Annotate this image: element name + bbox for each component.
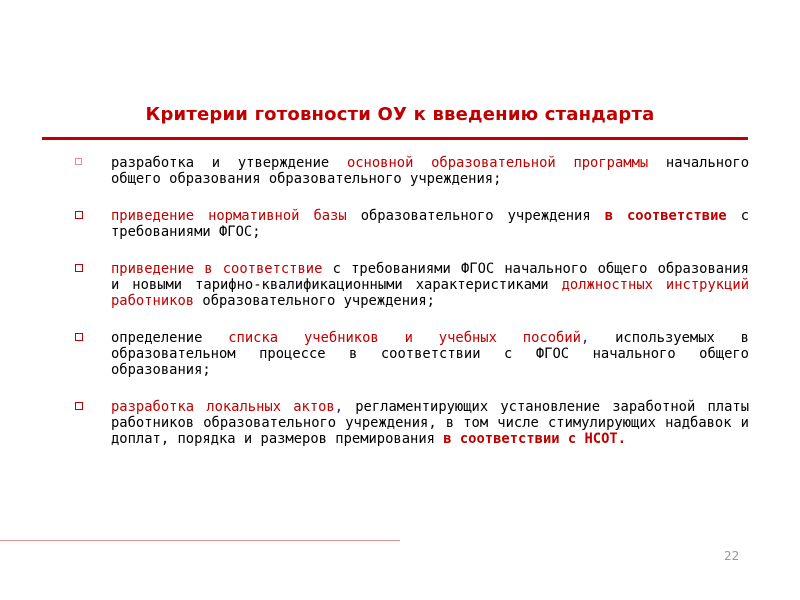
list-item: [75, 261, 749, 309]
item-highlight: основной образовательной программы: [346, 155, 649, 171]
item-highlight: должностных инструкций работников: [111, 277, 749, 309]
list-item: [75, 399, 749, 447]
list-item: [75, 155, 749, 187]
item-text: используемых в образовательном процессе в соответствии с ФГОС начального общего образования;: [111, 330, 749, 378]
item-text: регламентирующих установление заработной платы работников образовательного учреждения, в том числе стимулирующих надбавок и доплат, порядка и размеров премирования: [111, 399, 750, 447]
item-text: с требованиями ФГОС;: [111, 208, 750, 240]
square-bullet-icon: [75, 333, 83, 341]
item-text: начального общего образования образовательного учреждения;: [111, 155, 749, 187]
footer-divider: [0, 540, 400, 541]
item-punctuation: ,: [334, 399, 344, 415]
square-bullet-icon: [75, 402, 83, 410]
item-highlight: разработка локальных актов: [111, 399, 335, 415]
item-highlight: в соответствии с НСОТ.: [443, 431, 627, 447]
square-bullet-icon: [75, 211, 83, 219]
list-item: [75, 330, 749, 378]
slide-title: Критерии готовности ОУ к введению стандарта: [145, 104, 655, 125]
item-text: образовательного учреждения: [346, 208, 605, 224]
square-bullet-icon: [75, 264, 83, 272]
item-text: определение: [111, 330, 229, 346]
title-underline: [42, 137, 748, 140]
square-bullet-icon: [75, 158, 82, 165]
item-text: разработка и утверждение: [111, 155, 347, 171]
item-punctuation: ,: [580, 330, 590, 346]
item-highlight: в соответствие: [604, 208, 727, 224]
item-highlight: списка учебников и учебных пособий: [228, 330, 581, 346]
item-text: образовательного учреждения;: [194, 293, 435, 309]
criteria-list: [75, 155, 749, 468]
item-highlight: приведение нормативной базы: [111, 208, 347, 224]
item-text: с требованиями ФГОС начального общего образования и новыми тарифно-квалификационными характеристиками: [111, 261, 749, 293]
item-highlight: приведение в соответствие: [111, 261, 323, 277]
list-item: [75, 208, 749, 240]
page-number: 22: [724, 549, 740, 563]
